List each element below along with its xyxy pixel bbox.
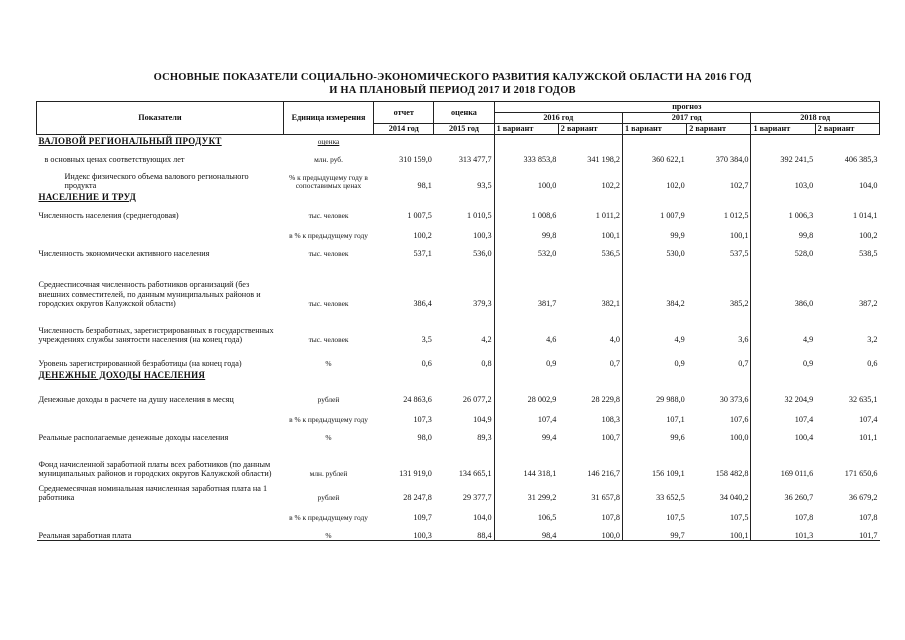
value-cell: 134 665,1 — [434, 443, 494, 479]
indicator-name — [37, 503, 284, 523]
value-cell: 32 204,9 — [784, 395, 814, 404]
value-cell: 537,1 — [413, 249, 432, 258]
value-cell — [494, 369, 558, 381]
unit-cell: в % к предыдущему году — [289, 415, 368, 424]
value-cell: 392 241,5 — [780, 155, 814, 164]
header-2016-variant-1: 1 вариант — [494, 124, 558, 135]
header-2016-variant-2: 2 вариант — [558, 124, 622, 135]
value-cell: 381,7 — [537, 299, 557, 308]
section-title: ДЕНЕЖНЫЕ ДОХОДЫ НАСЕЛЕНИЯ — [38, 370, 206, 380]
table-row — [37, 259, 880, 273]
indicator-name: в основных ценах соответствующих лет — [44, 155, 185, 164]
value-cell: 4,2 — [434, 309, 494, 345]
unit-cell: тыс. человек — [308, 249, 349, 258]
value-cell: 31 657,8 — [558, 479, 622, 503]
value-cell: 101,7 — [815, 523, 879, 541]
value-cell: 0,7 — [558, 345, 622, 369]
value-cell: 107,8 — [794, 513, 814, 522]
value-cell: 1 012,5 — [687, 203, 751, 221]
table-row — [37, 523, 880, 541]
value-cell: 107,4 — [537, 415, 557, 424]
value-cell: 102,7 — [687, 165, 751, 191]
value-cell — [815, 191, 879, 203]
table-row — [37, 203, 880, 221]
section-title: НАСЕЛЕНИЕ И ТРУД — [38, 192, 137, 202]
value-cell: 29 377,7 — [434, 479, 494, 503]
value-cell: 102,0 — [666, 181, 685, 190]
value-cell — [687, 369, 751, 381]
table-row — [37, 165, 880, 191]
value-cell: 387,2 — [859, 299, 878, 308]
header-year-2017: 2017 год — [623, 113, 751, 124]
value-cell: 0,8 — [434, 345, 494, 369]
value-cell — [623, 259, 687, 273]
value-cell: 3,2 — [867, 335, 878, 344]
table-row — [37, 479, 880, 503]
value-cell — [751, 369, 815, 381]
unit-cell — [283, 259, 373, 273]
value-cell: 382,1 — [558, 273, 622, 309]
table-row — [37, 503, 880, 523]
header-estimate: оценка — [434, 102, 494, 124]
value-cell: 109,7 — [413, 513, 432, 522]
unit-cell: рублей — [317, 395, 340, 404]
value-cell: 98,0 — [417, 433, 432, 442]
indicator-name: Численность безработных, зарегистрированных в государственных учреждениях службы занятости населения (на конец года) — [38, 325, 274, 344]
document-title-line-1: ОСНОВНЫЕ ПОКАЗАТЕЛИ СОЦИАЛЬНО-ЭКОНОМИЧЕСКОГО РАЗВИТИЯ КАЛУЖСКОЙ ОБЛАСТИ НА 2016 ГОД — [153, 72, 752, 83]
indicator-name — [37, 221, 284, 241]
value-cell: 98,4 — [494, 523, 558, 541]
value-cell: 107,4 — [859, 415, 878, 424]
value-cell — [434, 135, 494, 147]
value-cell — [494, 191, 558, 203]
value-cell — [558, 259, 622, 273]
header-2018-variant-1: 1 вариант — [751, 124, 815, 135]
value-cell: 3,6 — [687, 309, 751, 345]
value-cell: 537,5 — [687, 241, 751, 259]
indicator-name: Численность населения (среднегодовая) — [38, 211, 179, 220]
value-cell: 100,0 — [687, 425, 751, 443]
value-cell: 536,0 — [434, 241, 494, 259]
value-cell: 341 198,2 — [558, 147, 622, 165]
value-cell: 107,5 — [687, 503, 751, 523]
table-header — [37, 102, 880, 135]
unit-cell — [283, 191, 373, 203]
header-year-2015: 2015 год — [434, 124, 494, 135]
value-cell — [623, 135, 687, 147]
table-row — [37, 273, 880, 309]
header-year-2016: 2016 год — [494, 113, 622, 124]
header-year-2014: 2014 год — [374, 124, 434, 135]
unit-cell: тыс. человек — [308, 335, 349, 344]
value-cell: 93,5 — [434, 165, 494, 191]
section-row — [37, 191, 880, 203]
value-cell: 24 863,6 — [403, 395, 432, 404]
value-cell: 100,0 — [558, 523, 622, 541]
unit-cell: в % к предыдущему году — [289, 513, 368, 522]
indicator-name: Фонд начисленной заработной платы всех работников (по данным муниципальных районов и городских округов Калужской области) — [38, 459, 272, 478]
value-cell: 379,3 — [434, 273, 494, 309]
value-cell — [434, 259, 494, 273]
unit-cell: % — [325, 433, 332, 442]
value-cell: 144 318,1 — [523, 469, 557, 478]
value-cell: 1 011,2 — [558, 203, 622, 221]
value-cell: 333 853,8 — [523, 155, 557, 164]
value-cell: 386,0 — [794, 299, 814, 308]
value-cell: 530,0 — [666, 249, 685, 258]
unit-cell: % к предыдущему году в сопоставимых ценах — [289, 172, 368, 190]
value-cell: 386,4 — [413, 299, 432, 308]
indicator-name: Среднесписочная численность работников организаций (без внешних совместителей, по данным муниципальных районов и городских округов Калужской области) — [38, 280, 261, 308]
value-cell: 99,4 — [541, 433, 557, 442]
unit-cell — [283, 369, 373, 381]
unit-cell: % — [283, 523, 373, 541]
value-cell: 0,6 — [421, 359, 432, 368]
value-cell — [374, 191, 434, 203]
value-cell: 28 247,8 — [403, 493, 432, 502]
table-row — [37, 147, 880, 165]
value-cell: 107,8 — [859, 513, 878, 522]
value-cell: 106,5 — [537, 513, 557, 522]
value-cell: 1 008,6 — [531, 211, 557, 220]
header-2017-variant-1: 1 вариант — [623, 124, 687, 135]
indicator-name — [37, 259, 284, 273]
value-cell: 30 373,6 — [687, 381, 751, 405]
value-cell — [687, 191, 751, 203]
value-cell: 0,6 — [867, 359, 878, 368]
value-cell: 0,9 — [674, 359, 685, 368]
value-cell — [374, 369, 434, 381]
unit-cell: оценка — [317, 137, 340, 146]
value-cell — [623, 369, 687, 381]
value-cell: 146 216,7 — [558, 443, 622, 479]
value-cell: 100,1 — [687, 221, 751, 241]
table-row — [37, 345, 880, 369]
header-2017-variant-2: 2 вариант — [687, 124, 751, 135]
section-row — [37, 135, 880, 147]
header-indicators: Показатели — [37, 102, 284, 135]
value-cell — [687, 259, 751, 273]
table-row — [37, 381, 880, 405]
value-cell: 100,2 — [859, 231, 878, 240]
value-cell: 108,3 — [558, 405, 622, 425]
indicator-name: Реальная заработная плата — [37, 523, 284, 541]
value-cell: 169 011,6 — [780, 469, 814, 478]
value-cell — [751, 135, 815, 147]
value-cell: 99,9 — [670, 231, 685, 240]
value-cell: 1 014,1 — [852, 211, 878, 220]
value-cell: 33 652,5 — [656, 493, 685, 502]
value-cell: 100,1 — [687, 523, 751, 541]
unit-cell: в % к предыдущему году — [289, 231, 368, 240]
value-cell — [434, 369, 494, 381]
value-cell: 102,2 — [558, 165, 622, 191]
unit-cell: рублей — [317, 493, 340, 502]
value-cell: 131 919,0 — [399, 469, 432, 478]
unit-cell: млн. руб. — [314, 155, 343, 164]
indicator-name: Численность экономически активного населения — [38, 249, 210, 258]
value-cell: 310 159,0 — [399, 155, 432, 164]
table-row — [37, 425, 880, 443]
value-cell: 0,9 — [802, 359, 814, 368]
value-cell: 31 299,2 — [527, 493, 557, 502]
indicator-name: Индекс физического объема валового регионального продукта — [64, 171, 249, 190]
value-cell — [558, 135, 622, 147]
value-cell: 4,6 — [546, 335, 557, 344]
table-row — [37, 405, 880, 425]
value-cell — [751, 259, 815, 273]
value-cell: 32 635,1 — [848, 395, 878, 404]
value-cell: 104,0 — [434, 503, 494, 523]
table-row — [37, 221, 880, 241]
value-cell: 0,7 — [687, 345, 751, 369]
value-cell: 101,3 — [751, 523, 815, 541]
value-cell: 406 385,3 — [844, 155, 878, 164]
value-cell: 29 988,0 — [656, 395, 685, 404]
table-row — [37, 241, 880, 259]
value-cell — [815, 135, 879, 147]
value-cell: 107,5 — [666, 513, 685, 522]
value-cell — [751, 191, 815, 203]
value-cell: 156 109,1 — [651, 469, 685, 478]
value-cell: 36 679,2 — [848, 493, 878, 502]
value-cell: 4,0 — [558, 309, 622, 345]
value-cell — [494, 135, 558, 147]
value-cell: 99,6 — [670, 433, 685, 442]
table-body — [37, 135, 880, 541]
indicator-name: Денежные доходы в расчете на душу населения в месяц — [38, 395, 234, 404]
value-cell — [558, 369, 622, 381]
value-cell: 99,8 — [541, 231, 557, 240]
value-cell: 4,9 — [674, 335, 685, 344]
value-cell: 3,5 — [421, 335, 432, 344]
table-row — [37, 309, 880, 345]
value-cell: 1 007,5 — [407, 211, 432, 220]
unit-cell: млн. рублей — [309, 469, 348, 478]
value-cell: 4,9 — [802, 335, 814, 344]
value-cell: 103,0 — [794, 181, 814, 190]
value-cell: 99,7 — [623, 523, 687, 541]
value-cell: 532,0 — [537, 249, 557, 258]
value-cell: 107,3 — [413, 415, 432, 424]
value-cell: 100,2 — [413, 231, 432, 240]
section-title: ВАЛОВОЙ РЕГИОНАЛЬНЫЙ ПРОДУКТ — [38, 136, 222, 146]
value-cell: 104,9 — [434, 405, 494, 425]
value-cell: 370 384,0 — [687, 147, 751, 165]
value-cell: 89,3 — [434, 425, 494, 443]
value-cell: 384,2 — [666, 299, 685, 308]
value-cell: 88,4 — [434, 523, 494, 541]
value-cell: 528,0 — [794, 249, 814, 258]
value-cell: 36 260,7 — [784, 493, 814, 502]
indicator-name: Уровень зарегистрированной безработицы (на конец года) — [38, 359, 242, 368]
value-cell: 99,8 — [798, 231, 814, 240]
value-cell — [687, 135, 751, 147]
value-cell: 0,9 — [546, 359, 557, 368]
value-cell — [374, 135, 434, 147]
header-year-2018: 2018 год — [751, 113, 880, 124]
document-title-line-2: И НА ПЛАНОВЫЙ ПЕРИОД 2017 И 2018 ГОДОВ — [329, 85, 576, 96]
header-2018-variant-2: 2 вариант — [815, 124, 879, 135]
value-cell: 28 229,8 — [558, 381, 622, 405]
value-cell: 1 010,5 — [434, 203, 494, 221]
header-unit: Единица измерения — [283, 102, 373, 135]
value-cell: 34 040,2 — [687, 479, 751, 503]
value-cell: 100,3 — [434, 221, 494, 241]
value-cell — [623, 191, 687, 203]
value-cell — [558, 191, 622, 203]
value-cell: 104,0 — [859, 181, 878, 190]
value-cell: 171 650,6 — [844, 469, 878, 478]
value-cell: 158 482,8 — [687, 443, 751, 479]
value-cell: 100,7 — [558, 425, 622, 443]
unit-cell: тыс. человек — [308, 299, 349, 308]
value-cell: 360 622,1 — [651, 155, 685, 164]
value-cell: 107,4 — [794, 415, 814, 424]
value-cell: 107,6 — [687, 405, 751, 425]
value-cell: 98,1 — [417, 181, 432, 190]
value-cell: 385,2 — [687, 273, 751, 309]
value-cell: 100,0 — [537, 181, 557, 190]
header-report: отчет — [374, 102, 434, 124]
table-row — [37, 443, 880, 479]
indicator-name: Реальные располагаемые денежные доходы населения — [38, 433, 229, 442]
value-cell: 313 477,7 — [434, 147, 494, 165]
value-cell — [374, 259, 434, 273]
value-cell: 536,5 — [558, 241, 622, 259]
indicators-table — [36, 101, 880, 541]
unit-cell: тыс. человек — [308, 211, 349, 220]
value-cell: 100,4 — [794, 433, 814, 442]
value-cell — [434, 191, 494, 203]
value-cell: 107,8 — [558, 503, 622, 523]
value-cell — [494, 259, 558, 273]
value-cell — [815, 259, 879, 273]
value-cell: 1 007,9 — [660, 211, 685, 220]
value-cell: 101,1 — [859, 433, 878, 442]
indicator-name: Среднемесячная номинальная начисленная заработная плата на 1 работника — [38, 483, 268, 502]
value-cell: 28 002,9 — [527, 395, 557, 404]
indicator-name — [37, 405, 284, 425]
value-cell: 100,3 — [374, 523, 434, 541]
unit-cell: % — [325, 359, 332, 368]
value-cell: 1 006,3 — [788, 211, 814, 220]
value-cell: 26 077,2 — [434, 381, 494, 405]
value-cell — [815, 369, 879, 381]
value-cell: 538,5 — [859, 249, 878, 258]
section-row — [37, 369, 880, 381]
value-cell: 107,1 — [666, 415, 685, 424]
header-forecast: прогноз — [494, 102, 879, 113]
value-cell: 100,1 — [558, 221, 622, 241]
